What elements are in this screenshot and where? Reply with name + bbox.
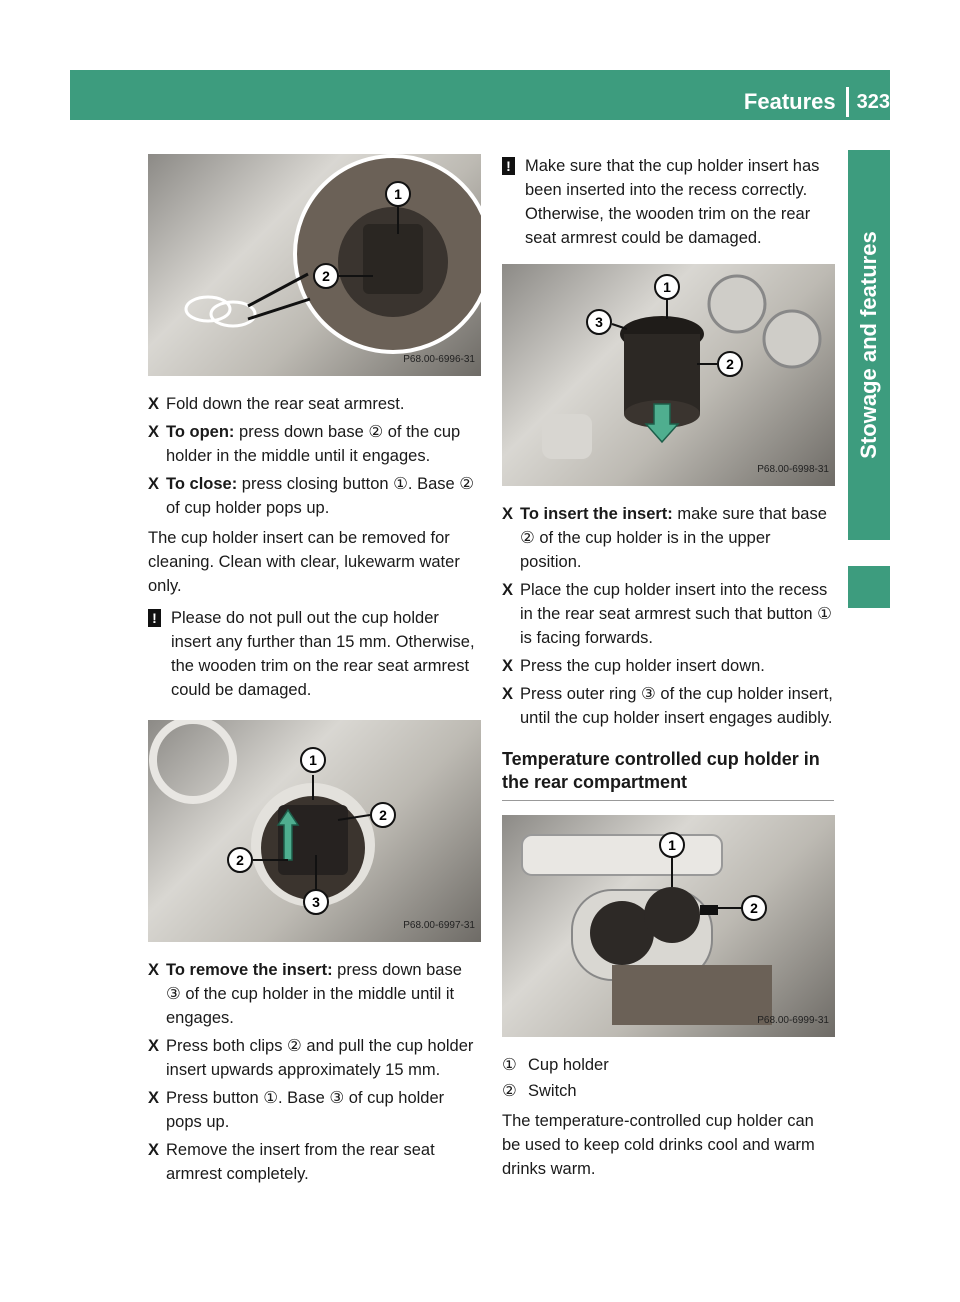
callout-2: 2 [750,900,758,916]
callout-1: 1 [309,752,317,768]
legend-item [502,1053,834,1077]
step-arrow-icon: X [148,1037,160,1055]
legend-label: Cup holder [528,1056,609,1074]
step-item: X To insert the insert: make sure that base ② of the cup holder is in the upper position. [502,502,834,574]
step-item: X Press outer ring ③ of the cup holder insert, until the cup holder insert engages audibly. [502,682,834,730]
step-arrow-icon: X [148,961,160,979]
step-arrow-icon: X [502,505,514,523]
step-item: X Press the cup holder insert down. [502,654,834,678]
callout-2: 2 [236,852,244,868]
step-arrow-icon: X [148,423,160,441]
legend-number: ① [502,1056,517,1074]
callout-3: 3 [595,314,603,330]
section-title: Features [743,89,836,114]
callout-2: 2 [322,268,330,284]
warning-note [148,606,481,702]
step-arrow-icon: X [148,1141,160,1159]
step-arrow-icon: X [148,395,160,413]
figure-illustration [148,154,481,376]
figure-illustration [148,720,481,942]
step-arrow-icon: X [502,685,514,703]
header-title [744,88,890,116]
step-item: X To close: press closing button ①. Base ② of cup holder pops up. [148,472,481,520]
callout-1: 1 [394,186,402,202]
left-column [148,154,481,1190]
section-heading: Temperature controlled cup holder in the rear compartment [502,748,834,801]
right-column [502,154,834,1187]
side-tab [848,150,890,540]
step-arrow-icon: X [148,475,160,493]
step-arrow-icon: X [148,1089,160,1107]
step-item: X Press button ①. Base ③ of cup holder pops up. [148,1086,481,1134]
figure-cup-holder-overview [148,154,481,376]
step-item: X Press both clips ② and pull the cup holder insert upwards approximately 15 mm. [148,1034,481,1082]
callout-2: 2 [379,807,387,823]
figure-code: P68.00-6999-31 [757,1015,829,1026]
legend-label: Switch [528,1082,577,1100]
step-item: X Fold down the rear seat armrest. [148,392,481,416]
warning-text: Make sure that the cup holder insert has been inserted into the recess correctly. Otherwise, the wooden trim on the rear seat armrest could be damaged. [525,157,820,247]
step-item: X Place the cup holder insert into the recess in the rear seat armrest such that button ① is facing forwards. [502,578,834,650]
callout-3: 3 [312,894,320,910]
warning-note [502,154,834,250]
legend-number: ② [502,1082,517,1100]
figure-code: P68.00-6997-31 [403,920,475,931]
side-tab-label: Stowage and features [856,231,881,459]
figure-code: P68.00-6996-31 [403,354,475,365]
header-separator [846,87,849,117]
step-item: X Remove the insert from the rear seat armrest completely. [148,1138,481,1186]
page-number: 323 [856,90,890,113]
legend-item [502,1079,834,1103]
callout-1: 1 [663,279,671,295]
warning-icon: ! [502,157,515,175]
side-block [848,566,890,608]
figure-remove-insert [148,720,481,942]
warning-icon: ! [148,609,161,627]
callout-2: 2 [726,356,734,372]
step-item: X To remove the insert: press down base ③ of the cup holder in the middle until it engages. [148,958,481,1030]
figure-code: P68.00-6998-31 [757,464,829,475]
callout-1: 1 [668,837,676,853]
step-item: X To open: press down base ② of the cup holder in the middle until it engages. [148,420,481,468]
figure-illustration [502,815,835,1037]
figure-temperature-cup-holder [502,815,835,1037]
paragraph-temperature: The temperature-controlled cup holder can be used to keep cold drinks cool and warm drinks warm. [502,1112,815,1178]
paragraph-cleaning: The cup holder insert can be removed for cleaning. Clean with clear, lukewarm water only. [148,529,460,595]
step-arrow-icon: X [502,657,514,675]
figure-illustration [502,264,835,486]
warning-text: Please do not pull out the cup holder insert any further than 15 mm. Otherwise, the wooden trim on the rear seat armrest could be damaged. [171,609,475,699]
figure-insert-insert [502,264,835,486]
step-arrow-icon: X [502,581,514,599]
